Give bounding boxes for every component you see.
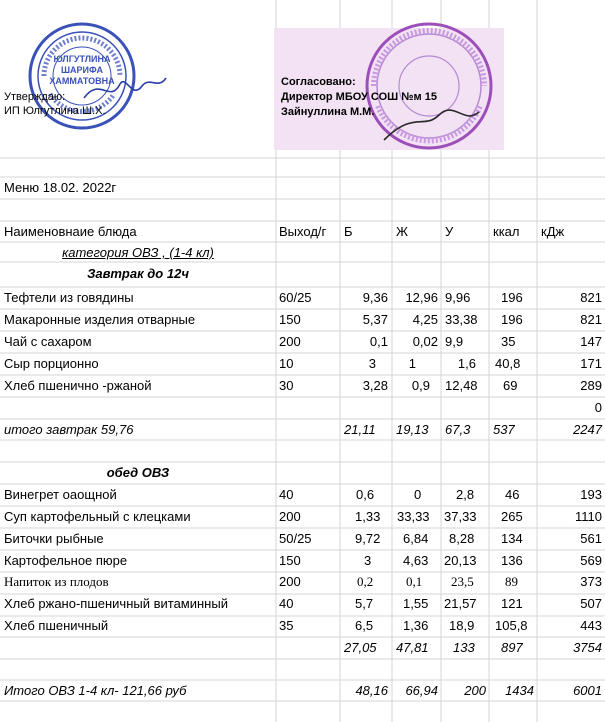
director-title: Директор МБОУ СОШ №м 15 (281, 91, 437, 103)
dish-kcal: 40,8 (495, 356, 521, 371)
dish-carbs: 37,33 (444, 509, 477, 524)
dish-name: Хлеб пшеничный (4, 618, 109, 633)
dish-protein: 6,5 (355, 618, 374, 633)
dish-fat: 4,25 (412, 312, 438, 327)
dish-fat: 0 (414, 487, 422, 502)
dish-protein: 0,6 (356, 487, 375, 502)
dish-carbs: 1,6 (457, 356, 476, 371)
dish-output: 200 (279, 509, 301, 524)
total-fat: 19,13 (396, 422, 429, 437)
breakfast-extra-kj: 0 (594, 400, 602, 415)
dish-kj: 507 (580, 596, 602, 611)
dish-output: 200 (279, 334, 301, 349)
dish-protein: 0,2 (357, 574, 374, 589)
dish-output: 50/25 (279, 531, 312, 546)
dish-protein: 3 (364, 553, 372, 568)
dish-kcal: 265 (501, 509, 523, 524)
grand-total-fat: 66,94 (405, 683, 438, 698)
dish-carbs: 21,57 (444, 596, 477, 611)
dish-output: 150 (279, 553, 301, 568)
dish-fat: 1,36 (403, 618, 429, 633)
dish-name: Картофельное пюре (4, 553, 128, 568)
dish-carbs: 8,28 (449, 531, 475, 546)
dish-kcal: 121 (501, 596, 523, 611)
dish-name: Суп картофельный с клецками (4, 509, 191, 524)
dish-protein: 3 (368, 356, 376, 371)
dish-kcal: 105,8 (495, 618, 528, 633)
dish-fat: 1 (408, 356, 416, 371)
dish-name: Хлеб ржано-пшеничный витаминный (4, 596, 228, 611)
total-label: итого завтрак 59,76 (4, 422, 134, 437)
dish-kcal: 69 (503, 378, 518, 393)
dish-carbs: 2,8 (456, 487, 475, 502)
dish-kj: 171 (580, 356, 602, 371)
dish-kj: 289 (580, 378, 602, 393)
grand-total-kcal: 1434 (505, 683, 534, 698)
dish-carbs: 9,9 (445, 334, 464, 349)
dish-protein: 1,33 (355, 509, 381, 524)
dish-kj: 373 (580, 574, 602, 589)
col-header-protein: Б (344, 224, 353, 239)
dish-name: Биточки рыбные (4, 531, 104, 546)
dish-carbs: 33,38 (445, 312, 478, 327)
dish-fat: 33,33 (397, 509, 430, 524)
col-header-carbs: У (445, 224, 454, 239)
dish-kcal: 46 (505, 487, 520, 502)
col-header-kj: кДж (541, 224, 565, 239)
dish-protein: 0,1 (369, 334, 388, 349)
dish-kj: 193 (580, 487, 602, 502)
dish-protein: 5,7 (355, 596, 374, 611)
total-kj: 3754 (573, 640, 602, 655)
dish-name: Макаронные изделия отварные (4, 312, 196, 327)
dish-kcal: 35 (501, 334, 516, 349)
total-protein: 21,11 (344, 422, 376, 437)
dish-kcal: 134 (501, 531, 523, 546)
dish-carbs: 12,48 (445, 378, 478, 393)
dish-name: Напиток из плодов (4, 574, 109, 589)
lunch-title: обед ОВЗ (106, 465, 170, 480)
dish-carbs: 23,5 (451, 574, 474, 589)
dish-protein: 5,37 (362, 312, 388, 327)
dish-output: 200 (279, 574, 301, 589)
dish-fat: 12,96 (405, 290, 438, 305)
dish-fat: 1,55 (403, 596, 429, 611)
grand-total-protein: 48,16 (355, 683, 388, 698)
dish-fat: 4,63 (403, 553, 429, 568)
dish-output: 40 (279, 487, 294, 502)
grand-total-carbs: 200 (464, 683, 486, 698)
dish-fat: 6,84 (403, 531, 429, 546)
approve-label: Утверждаю: (4, 91, 66, 103)
seal-name-3: ХАММАТОВНА (49, 76, 115, 86)
dish-protein: 3,28 (362, 378, 388, 393)
grand-total-kj: 6001 (573, 683, 602, 698)
seal-name-2: ШАРИФА (61, 65, 103, 75)
dish-kcal: 196 (501, 312, 523, 327)
total-protein: 27,05 (344, 640, 377, 655)
dish-fat: 0,02 (412, 334, 438, 349)
dish-kcal: 89 (505, 574, 518, 589)
dish-output: 150 (279, 312, 301, 327)
dish-output: 40 (279, 596, 294, 611)
dish-name: Тефтели из говядины (4, 290, 134, 305)
total-carbs: 133 (453, 640, 475, 655)
dish-output: 35 (279, 618, 294, 633)
col-header-name: Наименовнаие блюда (4, 224, 137, 239)
breakfast-title: Завтрак до 12ч (87, 266, 189, 281)
total-carbs: 67,3 (445, 422, 471, 437)
dish-name: Хлеб пшенично -ржаной (4, 378, 152, 393)
dish-output: 10 (279, 356, 294, 371)
dish-kj: 561 (580, 531, 602, 546)
col-header-kcal: ккал (493, 224, 520, 239)
dish-kj: 569 (580, 553, 602, 568)
dish-fat: 0,9 (411, 378, 430, 393)
dish-carbs: 20,13 (444, 553, 477, 568)
total-fat: 47,81 (396, 640, 429, 655)
dish-protein: 9,72 (355, 531, 381, 546)
dish-carbs: 9,96 (445, 290, 471, 305)
dish-protein: 9,36 (362, 290, 388, 305)
dish-kj: 147 (580, 334, 602, 349)
director-name: Зайнуллина М.М. (281, 106, 375, 118)
col-header-output: Выход/г (279, 224, 327, 239)
dish-output: 30 (279, 378, 294, 393)
dish-kj: 821 (580, 312, 602, 327)
approve-person: ИП Юлгутлина Ш.Х. (4, 105, 106, 117)
dish-name: Винегрет оаощной (4, 487, 117, 502)
grand-total-label: Итого ОВЗ 1-4 кл- 121,66 руб (4, 683, 187, 698)
dish-name: Чай с сахаром (4, 334, 92, 349)
total-kcal: 537 (493, 422, 515, 437)
dish-kcal: 136 (501, 553, 523, 568)
dish-kj: 1110 (575, 509, 602, 524)
total-kj: 2247 (573, 422, 602, 437)
agreement-label: Согласовано: (281, 76, 356, 88)
col-header-fat: Ж (396, 224, 409, 239)
dish-kj: 821 (580, 290, 602, 305)
seal-name-1: ЮЛГУТЛИНА (53, 54, 111, 64)
dish-kcal: 196 (501, 290, 523, 305)
dish-name: Сыр порционно (4, 356, 99, 371)
category-label: категория ОВЗ , (1-4 кл) (62, 245, 214, 260)
dish-fat: 0,1 (406, 574, 423, 589)
total-kcal: 897 (501, 640, 523, 655)
dish-output: 60/25 (279, 290, 312, 305)
menu-title: Меню 18.02. 2022г (4, 180, 117, 195)
dish-carbs: 18,9 (449, 618, 475, 633)
dish-kj: 443 (580, 618, 602, 633)
